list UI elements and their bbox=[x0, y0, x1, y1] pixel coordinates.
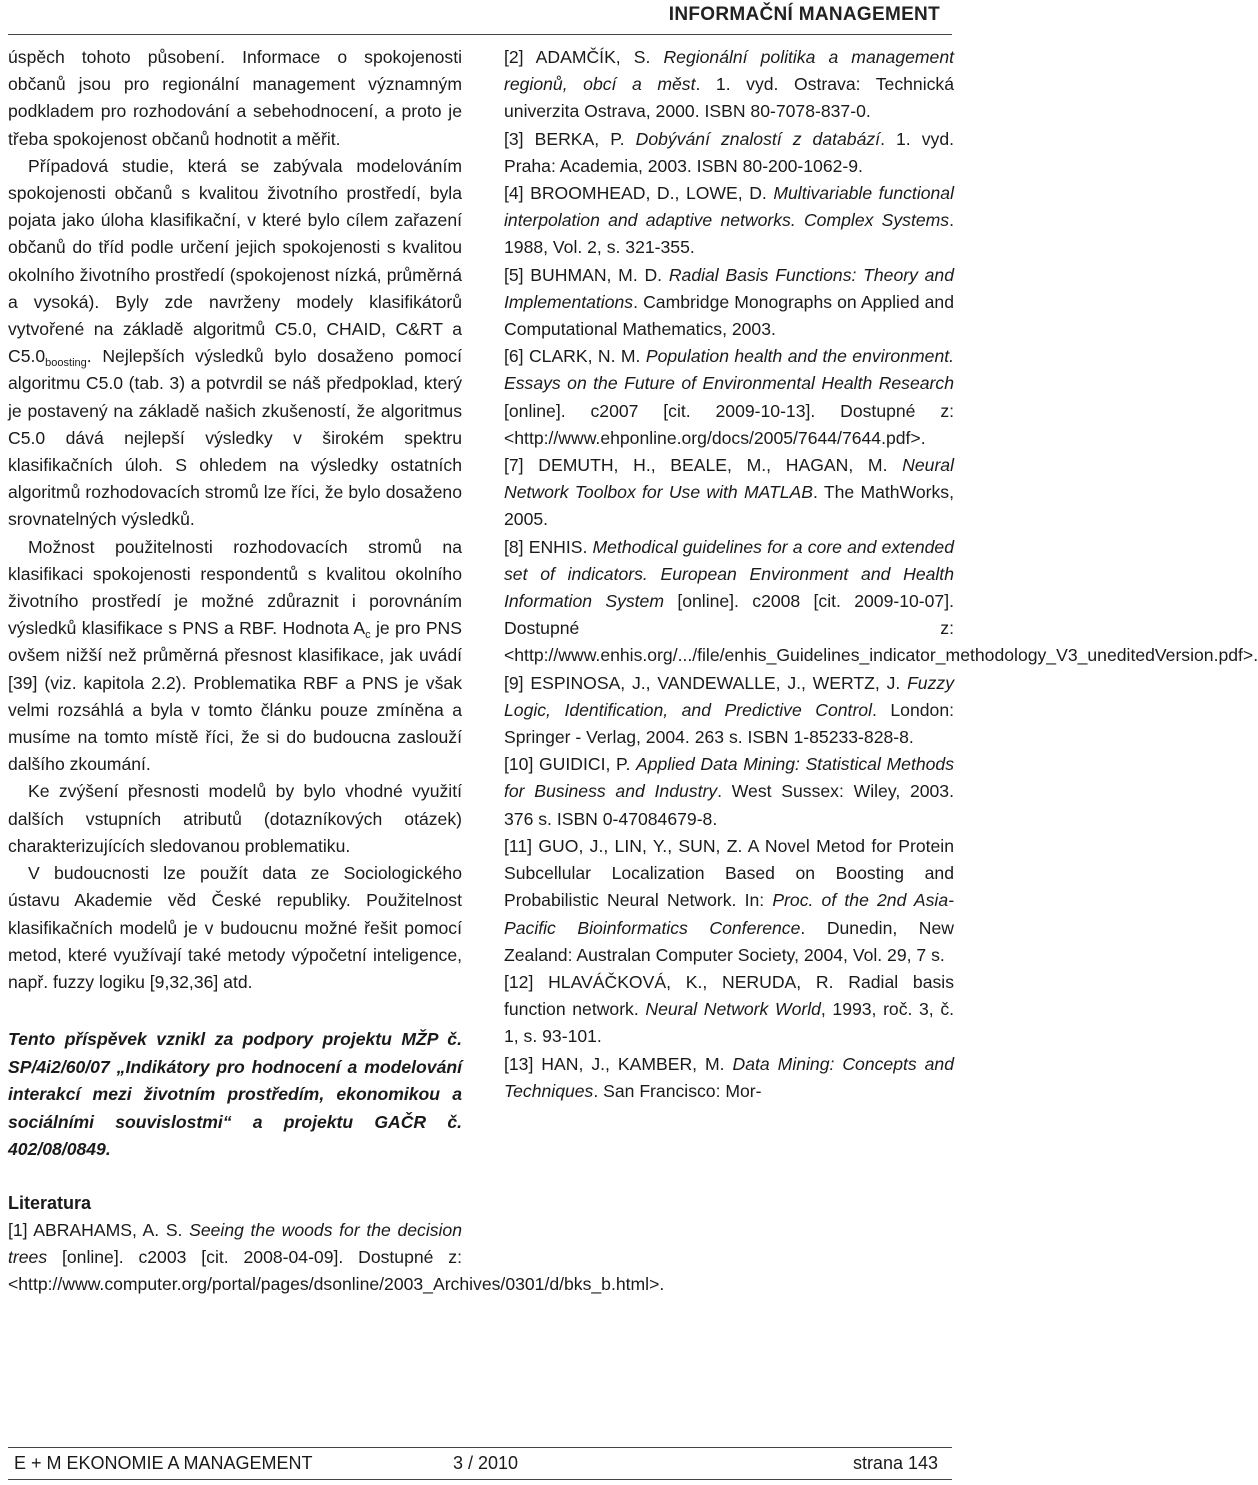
header-rule bbox=[8, 34, 952, 35]
reference-title: Proc. of the 2nd Asia-Pacific Bioinformatics Conference bbox=[504, 890, 954, 938]
reference-authors: [12] HLAVÁČKOVÁ, K., NERUDA, R. Radial basis function network. bbox=[504, 971, 954, 1020]
reference-authors: [13] HAN, J., KAMBER, M. bbox=[504, 1053, 733, 1074]
reference-details: [online]. c2003 [cit. 2008-04-09]. Dostupné z: <http://www.computer.org/portal/pages/dsonline/2003_Archives/0301/d/bks_b.html>. bbox=[8, 1247, 665, 1295]
paragraph-usability bbox=[8, 534, 462, 779]
footer-journal: E + M EKONOMIE A MANAGEMENT bbox=[14, 1453, 313, 1473]
reference-details: . London: Springer - Verlag, 2004. 263 s. ISBN 1-85233-828-8. bbox=[504, 699, 954, 748]
reference-details: , 1993, roč. 3, č. 1, s. 93-101. bbox=[504, 999, 954, 1047]
footer-page-number: strana 143 bbox=[852, 1453, 938, 1473]
reference-details: . The MathWorks, 2005. bbox=[504, 482, 954, 530]
reference-title: Population health and the environment. Essays on the Future of Environmental Health Research bbox=[504, 346, 954, 394]
paragraph-case-study bbox=[8, 153, 462, 534]
reference-authors: [9] ESPINOSA, J., VANDEWALLE, J., WERTZ, J. bbox=[504, 672, 908, 693]
reference-title: Neural Network Toolbox for Use with MATLAB bbox=[504, 455, 954, 503]
reference-item bbox=[504, 670, 954, 752]
paragraph-usability-text-a: Možnost použitelnosti rozhodovacích stromů na klasifikaci spokojenosti respondentů s kvalitou okolního životního prostředí je možné zdůraznit i porovnáním výsledků klasifikace s PNS a RBF. Hodnota A bbox=[8, 536, 462, 639]
paragraph-case-study-text-b: . Nejlepších výsledků bylo dosaženo pomocí algoritmu C5.0 (tab. 3) a potvrdil se náš předpoklad, který je postavený na základě našich zkušeností, že algoritmus C5.0 dává nejlepší výsledky v širokém spektru klasifikačních úloh. S ohledem na výsledky ostatních algoritmů rozhodovacích stromů lze říci, že bylo dosaženo srovnatelných výsledků. bbox=[8, 346, 462, 530]
literature-heading: Literatura bbox=[8, 1192, 92, 1213]
reference-authors: [5] BUHMAN, M. D. bbox=[504, 264, 669, 285]
reference-title: Multivariable functional interpolation and adaptive networks. Complex Systems bbox=[504, 183, 954, 231]
reference-authors: [8] ENHIS. bbox=[504, 536, 593, 557]
reference-item bbox=[504, 1051, 954, 1105]
reference-item bbox=[504, 262, 954, 344]
reference-details: . Dunedin, New Zealand: Australan Computer Society, 2004, Vol. 29, 7 s. bbox=[504, 917, 954, 965]
reference-item bbox=[504, 44, 954, 126]
reference-authors: [3] BERKA, P. bbox=[504, 128, 636, 149]
reference-authors: [6] CLARK, N. M. bbox=[504, 346, 646, 367]
paragraph-precision: Ke zvýšení přesnosti modelů by bylo vhodné využití dalších vstupních atributů (dotazníkových otázek) charakterizujících sledovanou problematiku. bbox=[8, 781, 462, 856]
paragraph-future: V budoucnosti lze použít data ze Sociologického ústavu Akademie věd České republiky. Použitelnost klasifikačních modelů je v budoucnu možné řešit pomocí metod, které využívají také metody výpočetní inteligence, např. fuzzy logiku [9,32,36] atd. bbox=[8, 863, 462, 992]
reference-title: Fuzzy Logic, Identification, and Predictive Control bbox=[504, 672, 954, 720]
footer-issue: 3 / 2010 bbox=[453, 1453, 519, 1473]
subscript-boosting: boosting bbox=[45, 357, 87, 370]
reference-details: [online]. c2007 [cit. 2009-10-13]. Dostupné z: <http://www.ehponline.org/docs/2005/7644/7644.pdf>. bbox=[504, 400, 954, 448]
right-column bbox=[504, 44, 1258, 1105]
reference-title: Methodical guidelines for a core and extended set of indicators. European Environment and Health Information System bbox=[504, 536, 954, 612]
reference-item bbox=[504, 452, 954, 534]
reference-details: . West Sussex: Wiley, 2003. 376 s. ISBN 0-47084679-8. bbox=[504, 781, 954, 829]
reference-item bbox=[504, 534, 1258, 670]
reference-details: . 1. vyd. Praha: Academia, 2003. ISBN 80-200-1062-9. bbox=[504, 128, 955, 176]
reference-title: Dobývání znalostí z databází bbox=[635, 128, 881, 149]
reference-title: Neural Network World bbox=[645, 999, 821, 1020]
reference-item bbox=[8, 1217, 665, 1299]
reference-authors: [10] GUIDICI, P. bbox=[504, 754, 637, 775]
reference-item bbox=[504, 180, 954, 262]
reference-details: [online]. c2008 [cit. 2009-10-07]. Dostupné z: <http://www.enhis.org/.../file/enhis_Guidelines_indicator_methodology_V3_uneditedVersion.pdf>. bbox=[504, 591, 1258, 666]
reference-authors: [11] GUO, J., LIN, Y., SUN, Z. A Novel Metod for Protein Subcellular Localization Based on Boosting and Probabilistic Neural Network. In: bbox=[504, 835, 954, 911]
reference-details: . San Francisco: Mor- bbox=[593, 1080, 762, 1101]
reference-details: . Cambridge Monographs on Applied and Computational Mathematics, 2003. bbox=[504, 291, 954, 340]
reference-details: . 1988, Vol. 2, s. 321-355. bbox=[504, 210, 954, 258]
reference-item bbox=[504, 969, 954, 1051]
reference-item bbox=[504, 833, 954, 969]
reference-authors: [7] DEMUTH, H., BEALE, M., HAGAN, M. bbox=[504, 455, 903, 476]
reference-details: . 1. vyd. Ostrava: Technická univerzita Ostrava, 2000. ISBN 80-7078-837-0. bbox=[504, 74, 954, 122]
paragraph-usability-text-b: je pro PNS ovšem nižší než průměrná přesnost klasifikace, jak uvádí [39] (viz. kapitola 2.2). Problematika RBF a PNS je však velmi rozsáhlá a byla v tomto článku pouze zmíněna a musíme na tomto místě říci, že si do budoucna zaslouží dalšího zkoumání. bbox=[8, 618, 462, 775]
reference-item bbox=[504, 126, 954, 180]
reference-title: Radial Basis Functions: Theory and Implementations bbox=[504, 264, 954, 312]
paragraph-case-study-text-a: Případová studie, která se zabývala modelováním spokojenosti občanů s kvalitou životního prostředí, byla pojata jako úloha klasifikační, v které bylo cílem zařazení občanů do tříd podle určení jejich spokojenosti s kvalitou okolního životního prostředí (spokojenost nízká, průměrná a vysoká). Byly zde navrženy modely klasifikátorů vytvořené na základě algoritmů C5.0, CHAID, C&RT a C5.0 bbox=[8, 155, 462, 367]
reference-title: Applied Data Mining: Statistical Methods for Business and Industry bbox=[504, 754, 954, 802]
section-header: INFORMAČNÍ MANAGEMENT bbox=[668, 4, 940, 25]
page-footer bbox=[8, 1447, 952, 1480]
paragraph-intro: úspěch tohoto působení. Informace o spokojenosti občanů jsou pro regionální management významným podkladem pro rozhodování a sebehodnocení, a proto je třeba spokojenost občanů hodnotit a měřit. bbox=[8, 47, 462, 149]
reference-authors: [2] ADAMČÍK, S. bbox=[504, 47, 664, 67]
reference-title: Data Mining: Concepts and Techniques bbox=[504, 1053, 954, 1101]
subscript-c: c bbox=[365, 629, 371, 642]
reference-authors: [4] BROOMHEAD, D., LOWE, D. bbox=[504, 183, 774, 204]
reference-authors: [1] ABRAHAMS, A. S. bbox=[8, 1219, 190, 1240]
grant-acknowledgement: Tento příspěvek vznikl za podpory projektu MŽP č. SP/4i2/60/07 „Indikátory pro hodnocení a modelování interakcí mezi životním prostředím, ekonomikou a sociálními souvislostmi“ a projektu GAČR č. 402/08/0849. bbox=[8, 1029, 462, 1160]
reference-item bbox=[504, 343, 954, 452]
reference-item bbox=[504, 751, 954, 833]
reference-title: Regionální politika a management regionů, obcí a měst bbox=[504, 47, 954, 95]
reference-title: Seeing the woods for the decision trees bbox=[8, 1219, 463, 1268]
